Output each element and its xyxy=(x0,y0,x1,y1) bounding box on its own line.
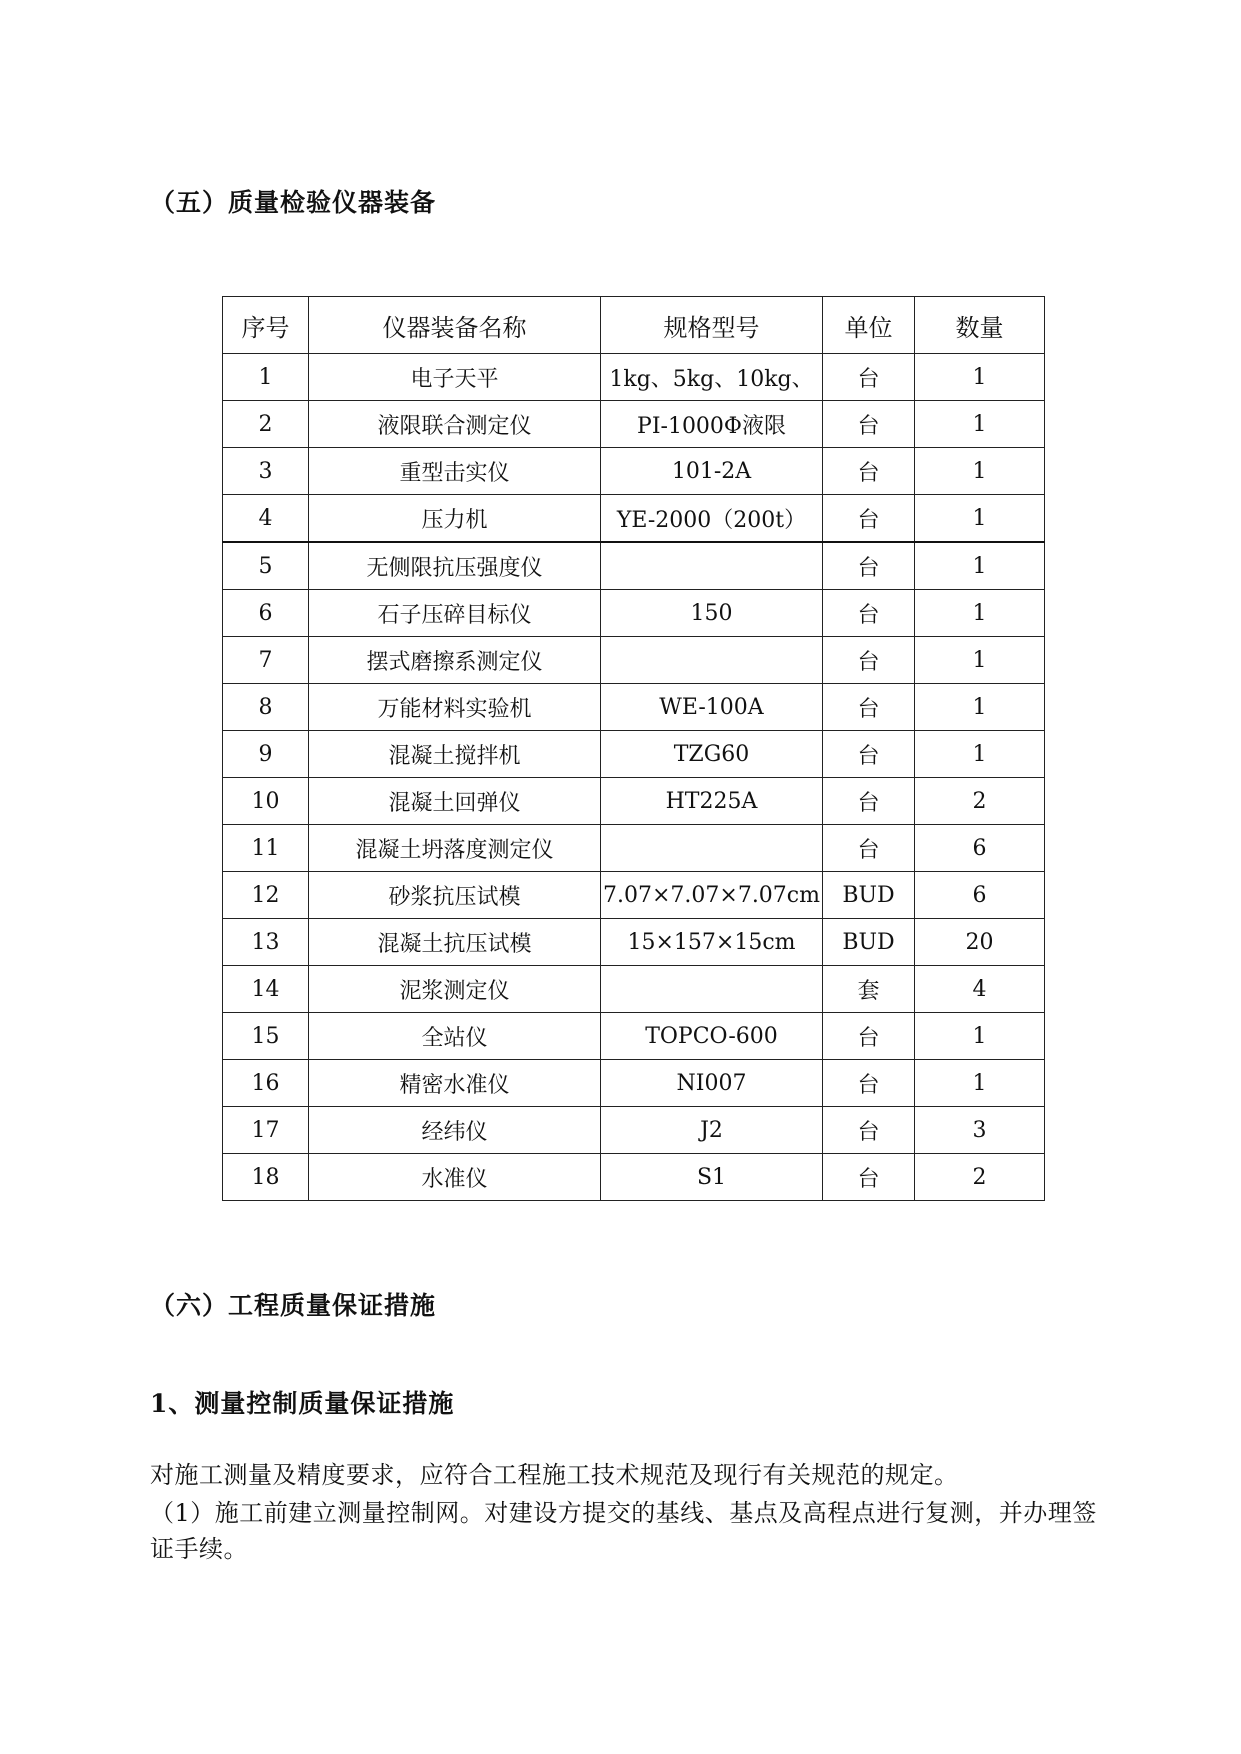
cell-no: 9 xyxy=(223,731,309,778)
cell-spec: HT225A xyxy=(601,778,823,825)
table-row xyxy=(223,1107,1045,1154)
cell-no: 2 xyxy=(223,401,309,448)
table-row xyxy=(223,495,1045,543)
cell-no: 14 xyxy=(223,966,309,1013)
cell-qty: 1 xyxy=(915,637,1045,684)
cell-name: 石子压碎目标仪 xyxy=(309,590,601,637)
cell-spec xyxy=(601,542,823,590)
cell-name: 电子天平 xyxy=(309,354,601,401)
cell-name: 重型击实仪 xyxy=(309,448,601,495)
cell-qty: 1 xyxy=(915,542,1045,590)
cell-no: 11 xyxy=(223,825,309,872)
cell-unit: 台 xyxy=(823,401,915,448)
cell-name: 混凝土回弹仪 xyxy=(309,778,601,825)
header-spec: 规格型号 xyxy=(601,297,823,354)
cell-spec: YE-2000（200t） xyxy=(601,495,823,543)
cell-no: 5 xyxy=(223,542,309,590)
cell-unit: 台 xyxy=(823,495,915,543)
cell-name: 混凝土坍落度测定仪 xyxy=(309,825,601,872)
table-row xyxy=(223,731,1045,778)
cell-qty: 6 xyxy=(915,825,1045,872)
cell-name: 泥浆测定仪 xyxy=(309,966,601,1013)
cell-spec: 7.07×7.07×7.07cm xyxy=(601,872,823,919)
cell-unit: BUD xyxy=(823,872,915,919)
cell-spec: 150 xyxy=(601,590,823,637)
cell-qty: 1 xyxy=(915,401,1045,448)
table-row xyxy=(223,825,1045,872)
header-name: 仪器装备名称 xyxy=(309,297,601,354)
cell-no: 6 xyxy=(223,590,309,637)
cell-qty: 6 xyxy=(915,872,1045,919)
table-row xyxy=(223,1013,1045,1060)
cell-qty: 1 xyxy=(915,448,1045,495)
cell-unit: 台 xyxy=(823,1154,915,1201)
cell-qty: 1 xyxy=(915,1060,1045,1107)
cell-spec: J2 xyxy=(601,1107,823,1154)
cell-qty: 1 xyxy=(915,354,1045,401)
cell-unit: 台 xyxy=(823,778,915,825)
cell-qty: 1 xyxy=(915,731,1045,778)
cell-spec: TZG60 xyxy=(601,731,823,778)
cell-no: 17 xyxy=(223,1107,309,1154)
cell-name: 压力机 xyxy=(309,495,601,543)
table-row xyxy=(223,1154,1045,1201)
cell-unit: 台 xyxy=(823,542,915,590)
header-no: 序号 xyxy=(223,297,309,354)
table-row xyxy=(223,919,1045,966)
cell-unit: 台 xyxy=(823,1060,915,1107)
cell-name: 混凝土搅拌机 xyxy=(309,731,601,778)
cell-qty: 3 xyxy=(915,1107,1045,1154)
cell-unit: 台 xyxy=(823,1107,915,1154)
cell-spec: WE-100A xyxy=(601,684,823,731)
cell-spec: TOPCO-600 xyxy=(601,1013,823,1060)
cell-qty: 2 xyxy=(915,1154,1045,1201)
cell-spec xyxy=(601,966,823,1013)
cell-unit: 台 xyxy=(823,825,915,872)
cell-unit: 台 xyxy=(823,448,915,495)
cell-name: 无侧限抗压强度仪 xyxy=(309,542,601,590)
cell-unit: 台 xyxy=(823,354,915,401)
cell-no: 12 xyxy=(223,872,309,919)
cell-unit: 台 xyxy=(823,637,915,684)
cell-spec: 1kg、5kg、10kg、 xyxy=(601,354,823,401)
table-row xyxy=(223,1060,1045,1107)
cell-qty: 1 xyxy=(915,684,1045,731)
table-row xyxy=(223,684,1045,731)
cell-spec xyxy=(601,825,823,872)
cell-no: 1 xyxy=(223,354,309,401)
cell-name: 经纬仪 xyxy=(309,1107,601,1154)
cell-name: 水准仪 xyxy=(309,1154,601,1201)
cell-spec: PI-1000Φ液限 xyxy=(601,401,823,448)
cell-spec: NI007 xyxy=(601,1060,823,1107)
cell-no: 18 xyxy=(223,1154,309,1201)
cell-name: 混凝土抗压试模 xyxy=(309,919,601,966)
cell-qty: 1 xyxy=(915,590,1045,637)
table-row xyxy=(223,966,1045,1013)
paragraph-intro: 对施工测量及精度要求，应符合工程施工技术规范及现行有关规范的规定。 xyxy=(150,1461,959,1489)
cell-unit: 套 xyxy=(823,966,915,1013)
table-row xyxy=(223,590,1045,637)
cell-name: 精密水准仪 xyxy=(309,1060,601,1107)
cell-no: 8 xyxy=(223,684,309,731)
table-row xyxy=(223,872,1045,919)
subsection-heading-1: 1、测量控制质量保证措施 xyxy=(150,1389,455,1418)
section-heading-5: （五）质量检验仪器装备 xyxy=(150,188,437,217)
cell-name: 全站仪 xyxy=(309,1013,601,1060)
equipment-table xyxy=(222,296,1045,1201)
cell-spec: S1 xyxy=(601,1154,823,1201)
cell-qty: 20 xyxy=(915,919,1045,966)
header-unit: 单位 xyxy=(823,297,915,354)
cell-no: 7 xyxy=(223,637,309,684)
cell-unit: BUD xyxy=(823,919,915,966)
cell-unit: 台 xyxy=(823,731,915,778)
cell-no: 13 xyxy=(223,919,309,966)
header-qty: 数量 xyxy=(915,297,1045,354)
cell-qty: 2 xyxy=(915,778,1045,825)
cell-no: 15 xyxy=(223,1013,309,1060)
cell-unit: 台 xyxy=(823,1013,915,1060)
section-heading-6: （六）工程质量保证措施 xyxy=(150,1291,437,1320)
cell-spec: 15×157×15cm xyxy=(601,919,823,966)
table-row xyxy=(223,401,1045,448)
cell-qty: 1 xyxy=(915,495,1045,543)
cell-name: 摆式磨擦系测定仪 xyxy=(309,637,601,684)
cell-no: 4 xyxy=(223,495,309,543)
table-row xyxy=(223,542,1045,590)
cell-unit: 台 xyxy=(823,590,915,637)
table-row xyxy=(223,778,1045,825)
table-row xyxy=(223,354,1045,401)
cell-qty: 4 xyxy=(915,966,1045,1013)
cell-spec xyxy=(601,637,823,684)
table-row xyxy=(223,637,1045,684)
table-header xyxy=(223,297,1045,354)
cell-qty: 1 xyxy=(915,1013,1045,1060)
table-body xyxy=(223,354,1045,1201)
cell-name: 液限联合测定仪 xyxy=(309,401,601,448)
cell-unit: 台 xyxy=(823,684,915,731)
cell-no: 10 xyxy=(223,778,309,825)
paragraph-item-1: （1）施工前建立测量控制网。对建设方提交的基线、基点及高程点进行复测，并办理签证手续。 xyxy=(150,1499,1097,1563)
cell-name: 砂浆抗压试模 xyxy=(309,872,601,919)
table-header-row xyxy=(223,297,1045,354)
cell-spec: 101-2A xyxy=(601,448,823,495)
cell-name: 万能材料实验机 xyxy=(309,684,601,731)
cell-no: 3 xyxy=(223,448,309,495)
table-row xyxy=(223,448,1045,495)
cell-no: 16 xyxy=(223,1060,309,1107)
